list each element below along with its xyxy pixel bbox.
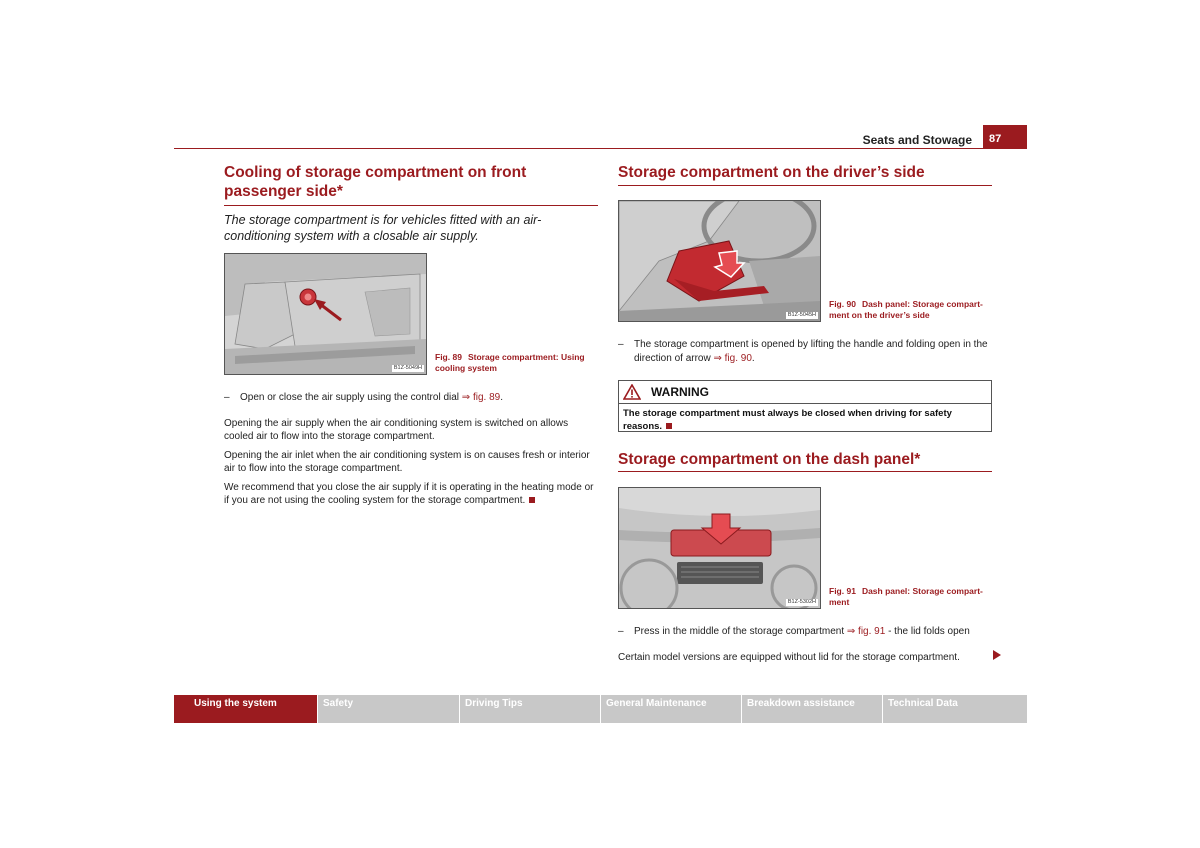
footer-tab-breakdown-assistance[interactable]: Breakdown assistance xyxy=(742,695,882,723)
figure-reference-link[interactable]: ⇒ fig. 90 xyxy=(713,352,752,364)
section-heading: Storage compartment on the driver’s side xyxy=(618,164,925,181)
instruction-step: – Open or close the air supply using the control dial ⇒ fig. 89. xyxy=(224,392,503,403)
figure-90-caption xyxy=(829,299,989,321)
figure-number: Fig. 90 xyxy=(829,299,856,309)
figure-90-image xyxy=(618,200,821,322)
figure-89-image xyxy=(224,253,427,375)
paragraph: Opening the air supply when the air conditioning system is switched on allows cooled air to flow into the storage compartment. xyxy=(224,417,569,442)
paragraph: Certain model versions are equipped without lid for the storage compartment. xyxy=(618,651,960,663)
figure-code: B1Z-5045H xyxy=(787,312,816,318)
warning-text: The storage compartment must always be closed when driving for safety reasons. xyxy=(623,408,952,432)
right-section-1 xyxy=(618,163,992,186)
instruction-step: – Press in the middle of the storage compartment ⇒ fig. 91 - the lid folds open xyxy=(618,626,970,637)
figure-caption-text: Dash panel: Storage compart-ment on the driver’s side xyxy=(829,299,983,320)
continue-arrow-icon[interactable] xyxy=(993,650,1001,660)
end-of-section-mark xyxy=(666,423,672,429)
right-section-2-body xyxy=(618,625,992,664)
dash-compartment-illustration xyxy=(619,488,820,608)
figure-reference-link[interactable]: ⇒ fig. 91 xyxy=(846,626,886,637)
figure-code: B1Z-5302H xyxy=(787,599,816,605)
paragraph: Opening the air inlet when the air conditioning system is on causes fresh or interior air to flow into the storage compartment. xyxy=(224,449,590,474)
end-of-section-mark xyxy=(529,497,535,503)
heading-rule xyxy=(618,185,992,186)
figure-89-caption xyxy=(435,352,595,374)
warning-label: WARNING xyxy=(651,385,709,399)
left-section xyxy=(224,163,598,244)
figure-caption-text: Storage compartment: Using cooling system xyxy=(435,352,585,373)
figure-reference-link[interactable]: ⇒ fig. 89 xyxy=(461,392,501,403)
footer-tab-general-maintenance[interactable]: General Maintenance xyxy=(601,695,741,723)
driver-compartment-illustration xyxy=(619,201,820,321)
figure-number: Fig. 89 xyxy=(435,352,462,362)
figure-91-caption xyxy=(829,586,989,608)
section-intro: The storage compartment is for vehicles fitted with an air-conditioning system with a closable air supply. xyxy=(224,213,542,243)
heading-rule xyxy=(618,471,992,472)
header-rule xyxy=(174,148,1027,149)
section-heading: Cooling of storage compartment on front passenger side* xyxy=(224,164,527,200)
footer-tab-driving-tips[interactable]: Driving Tips xyxy=(460,695,600,723)
heading-rule xyxy=(224,205,598,206)
right-section-1-body xyxy=(618,338,992,365)
left-body xyxy=(224,391,598,508)
figure-code: B1Z-5049H xyxy=(393,365,422,371)
footer-tab-technical-data[interactable]: Technical Data xyxy=(883,695,1027,723)
figure-91-image xyxy=(618,487,821,609)
page-number: 87 xyxy=(983,125,1027,149)
warning-triangle-icon xyxy=(623,384,641,400)
figure-number: Fig. 91 xyxy=(829,586,856,596)
figure-caption-text: Dash panel: Storage compart-ment xyxy=(829,586,983,607)
footer-tab-safety[interactable]: Safety xyxy=(318,695,459,723)
right-section-2 xyxy=(618,450,992,472)
running-header-title: Seats and Stowage xyxy=(862,133,972,147)
section-heading: Storage compartment on the dash panel* xyxy=(618,451,921,468)
glovebox-illustration xyxy=(225,254,426,374)
warning-box xyxy=(618,380,992,432)
instruction-step: – The storage compartment is opened by lifting the handle and folding open in the direction of arrow ⇒ fig. 90. xyxy=(618,339,988,364)
paragraph-last: We recommend that you close the air supply if it is operating in the heating mode or if you are not using the cooling system for the storage compartment. xyxy=(224,481,594,506)
warning-header xyxy=(619,381,991,404)
footer-tab-using-the-system[interactable]: Using the system xyxy=(174,695,317,723)
